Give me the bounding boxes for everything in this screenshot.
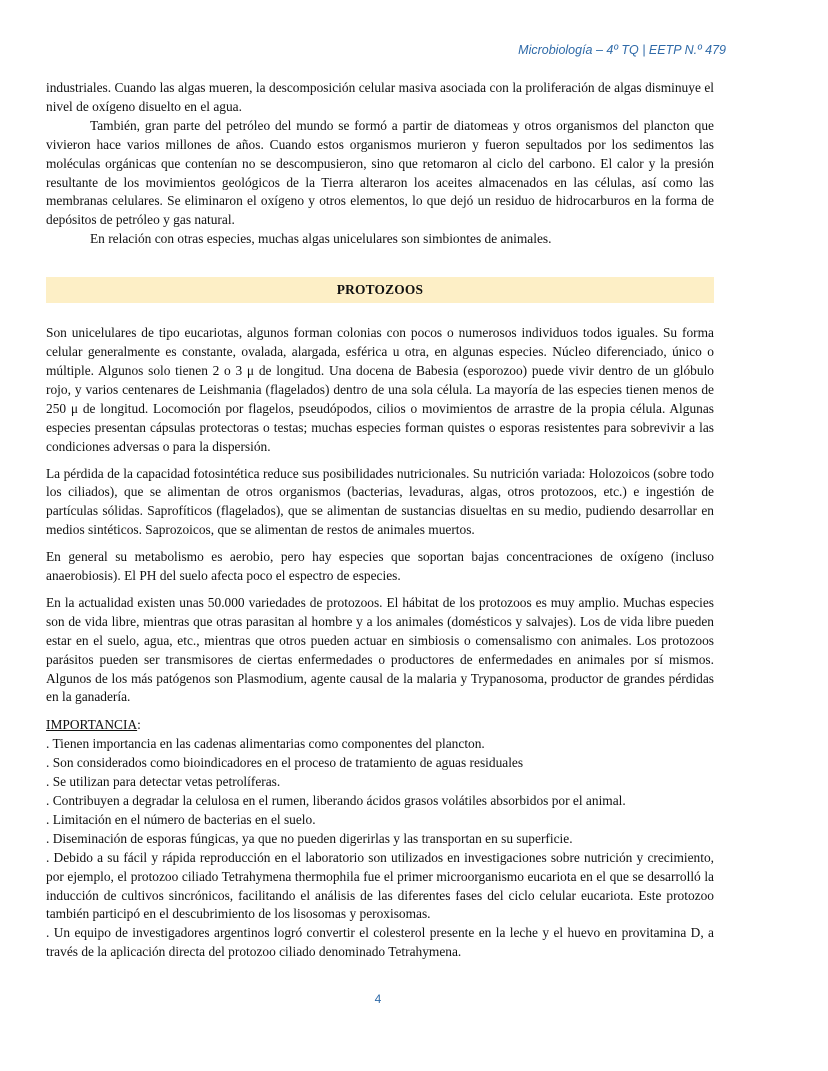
running-header: Microbiología – 4º TQ | EETP N.º 479 (518, 43, 726, 57)
importance-item-4: . Contribuyen a degradar la celulosa en el rumen, liberando ácidos grasos volátiles absorbidos por el animal. (46, 793, 626, 808)
intro-paragraph-2: También, gran parte del petróleo del mundo se formó a partir de diatomeas y otros organismos del plancton que vivieron hace varios millones de años. Cuando estos organismos murieron y fueron sepultados por los sedimentos las moléculas orgánicas que contenían no se descompusieron, sino que retomaron al ciclo del carbono. El calor y la presión resultante de los movimientos geológicos de la Tierra alteraron los aceites almacenados en las células, así como las membranas celulares. Se eliminaron el oxígeno y otros elementos, lo que dejó un residuo de hidrocarburos en la forma de depósitos de petróleo y gas natural. (46, 117, 714, 228)
page-content (46, 79, 714, 962)
section-paragraph-3: En general su metabolismo es aerobio, pero hay especies que soportan bajas concentraciones de oxígeno (incluso anaerobiosis). El PH del suelo afecta poco el espectro de especies. (46, 549, 714, 584)
importance-item-2: . Son considerados como bioindicadores en el proceso de tratamiento de aguas residuales (46, 755, 524, 771)
section-title-banner (46, 277, 714, 303)
section-paragraph-4: En la actualidad existen unas 50.000 variedades de protozoos. El hábitat de los protozoos es muy amplio. Muchas especies son de vida libre, mientras que otras parasitan al hombre y a los animales (domésticos y salvajes). Los de vida libre pueden estar en el suelo, agua, etc., mientras que otros pueden actuar en simbiosis o comensalismo con animales. Los protozoos parásitos pueden ser transmisores de ciertas enfermedades o productores de enfermedades en animales por sí mismos. Algunos de los más patógenos son Plasmodium, agente causal de la malaria y Trypanosoma, productor de grandes pérdidas en la ganadería. (46, 594, 714, 705)
intro-paragraph-1: industriales. Cuando las algas mueren, la descomposición celular masiva asociada con la proliferación de algas disminuye el nivel de oxígeno disuelto en el agua. (46, 80, 714, 114)
section-title: PROTOZOOS (336, 281, 424, 297)
importance-heading-colon: : (137, 717, 141, 733)
importance-item-3: . Se utilizan para detectar vetas petrolíferas. (46, 774, 281, 790)
importance-heading: IMPORTANCIA (46, 717, 138, 733)
intro-paragraph-3: En relación con otras especies, muchas algas unicelulares son simbiontes de animales. (90, 231, 552, 247)
importance-item-5: . Limitación en el número de bacterias en el suelo. (46, 811, 316, 827)
importance-item-8: . Un equipo de investigadores argentinos logró convertir el colesterol presente en la leche y el huevo en provitamina D, a través de la aplicación directa del protozoo ciliado denominado Tetrahymena. (46, 925, 714, 960)
importance-item-7: . Debido a su fácil y rápida reproducción en el laboratorio son utilizados en investigaciones sobre nutrición y crecimiento, por ejemplo, el protozoo ciliado Tetrahymena thermophila fue el primer microorganismo eucariota en el que se desarrolló la inducción de cultivos sincrónicos, facilitando el análisis de las diferentes fases del ciclo celular eucariota. Este protozoo también participó en el descubrimiento de los lisosomas y peroxisomas. (46, 849, 714, 922)
importance-item-1: . Tienen importancia en las cadenas alimentarias como componentes del plancton. (46, 736, 485, 752)
importance-heading-line (46, 716, 714, 735)
section-paragraph-2: La pérdida de la capacidad fotosintética reduce sus posibilidades nutricionales. Su nutrición variada: Holozoicos (sobre todo los ciliados), que se alimentan de otros organismos (bacterias, levaduras, algas, otros protozoos, etc.) e ingestión de partículas sólidas. Saprofíticos (flagelados), que se alimentan de sustancias disueltas en su medio, pudiendo desarrollar en medios sintéticos. Saprozoicos, que se alimentan de restos de animales muertos. (46, 465, 714, 538)
importance-item-6: . Diseminación de esporas fúngicas, ya que no pueden digerirlas y las transportan en su superficie. (46, 830, 573, 846)
section-paragraph-1: Son unicelulares de tipo eucariotas, algunos forman colonias con pocos o numerosos individuos todos iguales. Su forma celular generalmente es constante, ovalada, alargada, esférica u otra, en algunas especies. Núcleo diferenciado, único o múltiple. Algunos solo tienen 2 o 3 μ de longitud. Una docena de Babesia (esporozoo) puede vivir dentro de un glóbulo rojo, y varios centenares de Leishmania (flagelados) dentro de una sola célula. La mayoría de las especies tienen menos de 250 μ de longitud. Locomoción por flagelos, pseudópodos, cilios o movimientos de arrastre de la propia célula. Algunas especies presentan cápsulas protectoras o testas; muchas especies forman quistes o esporas resistentes para sobrevivir a las condiciones adversas o para la dispersión. (46, 325, 714, 454)
page-number: 4 (374, 992, 382, 1006)
